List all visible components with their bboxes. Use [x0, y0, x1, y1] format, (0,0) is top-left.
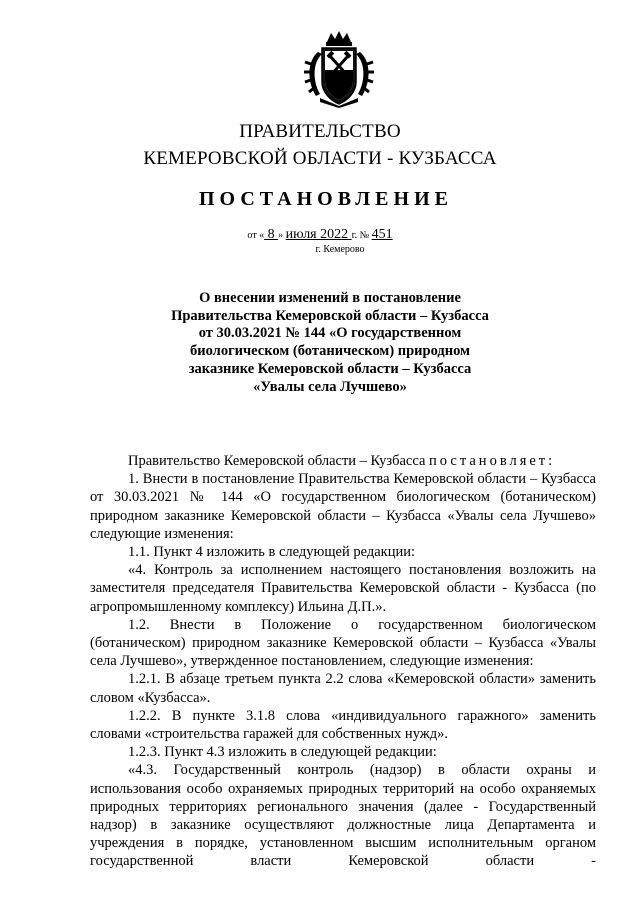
- paragraph-1: 1. Внести в постановление Правительства Кемеровской области – Кузбасса от 30.03.2021 № 144 «О государственном биологическом (ботаническом) природном заказнике Кемеровской области – Кузбасса «Увалы села Лучшево» следующие изменения:: [90, 471, 596, 542]
- city-label: г. Кемерово: [315, 244, 365, 255]
- heading-line: от 30.03.2021 № 144 «О государственном: [198, 325, 462, 342]
- paragraph-1-1-quote: «4. Контроль за исполнением настоящего постановления возложить на заместителя председателя Правительства Кемеровской области - Кузбасса (по агропромышленному комплексу) Ильина Д.П.».: [90, 562, 596, 615]
- intro-text: Правительство Кемеровской области – Кузбасса: [128, 453, 430, 469]
- heading-line: О внесении изменений в постановление: [199, 290, 461, 306]
- intro-decree-word: постановляет:: [429, 453, 556, 469]
- document-body: [90, 452, 596, 871]
- paragraph-1-2-1: 1.2.1. В абзаце третьем пункта 2.2 слова «Кемеровской области» заменить словом «Кузбасса».: [90, 671, 596, 706]
- heading-line: заказнике Кемеровской области – Кузбасса: [188, 360, 472, 377]
- heading-line: биологическом (ботаническом) природном: [190, 343, 470, 360]
- paragraph-1-2-2: 1.2.2. В пункте 3.1.8 слова «индивидуального гаражного» заменить словами «строительства гаражей для собственных нужд».: [90, 707, 596, 743]
- date-month-year: июля 2022: [285, 227, 352, 242]
- intro-paragraph: [90, 452, 596, 470]
- heading-line: «Увалы села Лучшево»: [253, 378, 407, 395]
- coat-of-arms-emblem: [302, 30, 376, 108]
- date-quote-close: »: [278, 230, 286, 241]
- document-type-title: ПОСТАНОВЛЕНИЕ: [199, 188, 453, 210]
- number-prefix: г. №: [351, 230, 372, 241]
- document-heading: [150, 290, 510, 396]
- date-number-line: [0, 227, 640, 243]
- date-prefix: от «: [247, 230, 265, 241]
- document-number: 451: [371, 227, 393, 242]
- paragraph-1-2: 1.2. Внести в Положение о государственном биологическом (ботаническом) природном заказнике Кемеровской области – Кузбасса «Увалы села Лучшево», утвержденное постановлением, следующие изменения:: [90, 616, 596, 670]
- paragraph-1-2-3: 1.2.3. Пункт 4.3 изложить в следующей редакции:: [128, 744, 437, 761]
- government-title-line2: КЕМЕРОВСКОЙ ОБЛАСТИ - КУЗБАССА: [143, 148, 497, 169]
- paragraph-4-3-quote: «4.3. Государственный контроль (надзор) в области охраны и использования особо охраняемых природных территорий на особо охраняемых природных территориях регионального значения (далее - Государственный надзор) в заказнике осуществляют должностные лица Департамента и учреждения в порядке, установленном высшим исполнительным органом государственной власти Кемеровской области -: [90, 762, 596, 870]
- paragraph-1-1: 1.1. Пункт 4 изложить в следующей редакции:: [128, 544, 416, 561]
- government-title-line1: ПРАВИТЕЛЬСТВО: [239, 121, 401, 142]
- heading-line: Правительства Кемеровской области – Кузбасса: [171, 307, 489, 324]
- date-day: 8: [264, 227, 279, 242]
